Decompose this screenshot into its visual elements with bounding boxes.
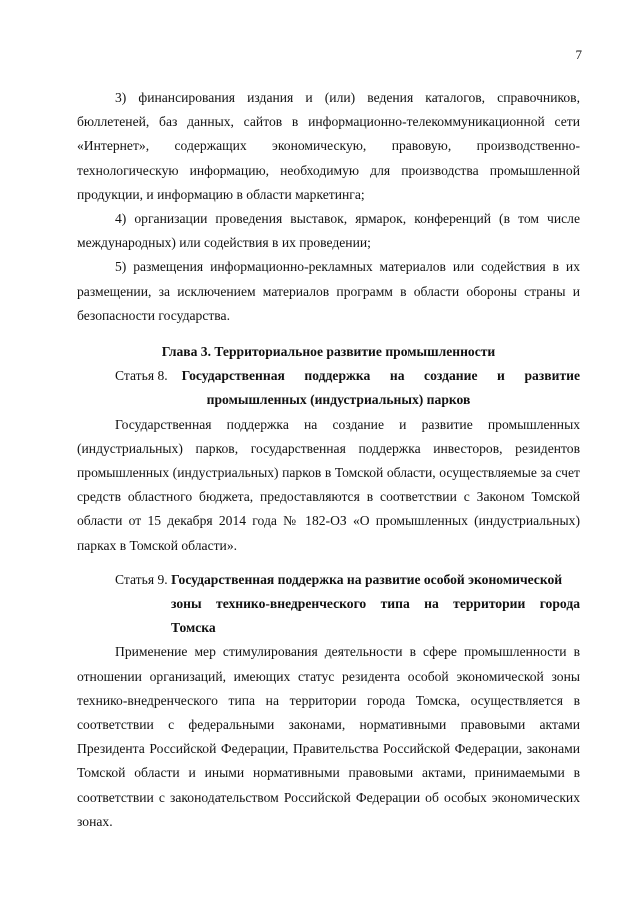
paragraph-item-4: 4) организации проведения выставок, ярмарок, конференций (в том числе международных) или содействия в их проведении; bbox=[77, 211, 580, 251]
article-9-title-line2: зоны технико-внедренческого типа на территории города bbox=[171, 596, 580, 612]
article-9-heading bbox=[77, 568, 580, 641]
chapter-heading: Глава 3. Территориальное развитие промышленности bbox=[161, 344, 496, 360]
paragraph-item-3: 3) финансирования издания и (или) ведения каталогов, справочников, бюллетеней, баз данных, сайтов в информационно-телекоммуникационной сети «Интернет», содержащих экономическую, правовую, производственно-технологическую информацию, необходимую для производства промышленной продукции, и информацию в области маркетинга; bbox=[77, 90, 580, 202]
article-9-label: Статья 9. bbox=[115, 571, 168, 587]
article-8-label: Статья 8. bbox=[115, 368, 168, 384]
article-9-title-line3: Томска bbox=[171, 620, 216, 636]
article-9-body: Применение мер стимулирования деятельности в сфере промышленности в отношении организаций, имеющих статус резидента особой экономической зоны технико-внедренческого типа на территории города Томска, осуществляется в соответствии с федеральными законами, нормативными правовыми актами Президента Российской Федерации, Правительства Российской Федерации, законами Томской области и иными нормативными правовыми актами, принимаемыми в соответствии с законодательством Российской Федерации об особых экономических зонах. bbox=[77, 644, 580, 829]
article-8-title-line1: Государственная поддержка на создание и развитие bbox=[181, 368, 580, 384]
page-number: 7 bbox=[575, 47, 582, 62]
document-body bbox=[77, 86, 580, 834]
paragraph-item-5: 5) размещения информационно-рекламных материалов или содействия в их размещении, за исключением материалов программ в области обороны страны и безопасности государства. bbox=[77, 259, 580, 323]
article-8-heading bbox=[77, 364, 580, 388]
article-8-body: Государственная поддержка на создание и развитие промышленных (индустриальных) парков, государственная поддержка инвесторов, резидентов промышленных (индустриальных) парков в Томской области, осуществляемые за счет средств областного бюджета, предоставляются в соответствии с Законом Томской области от 15 декабря 2014 года № 182-ОЗ «О промышленных (индустриальных) парках в Томской области». bbox=[77, 416, 580, 553]
article-9-title-line1: Государственная поддержка на развитие особой экономической bbox=[171, 571, 563, 587]
article-8-title-line2: промышленных (индустриальных) парков bbox=[206, 392, 471, 408]
